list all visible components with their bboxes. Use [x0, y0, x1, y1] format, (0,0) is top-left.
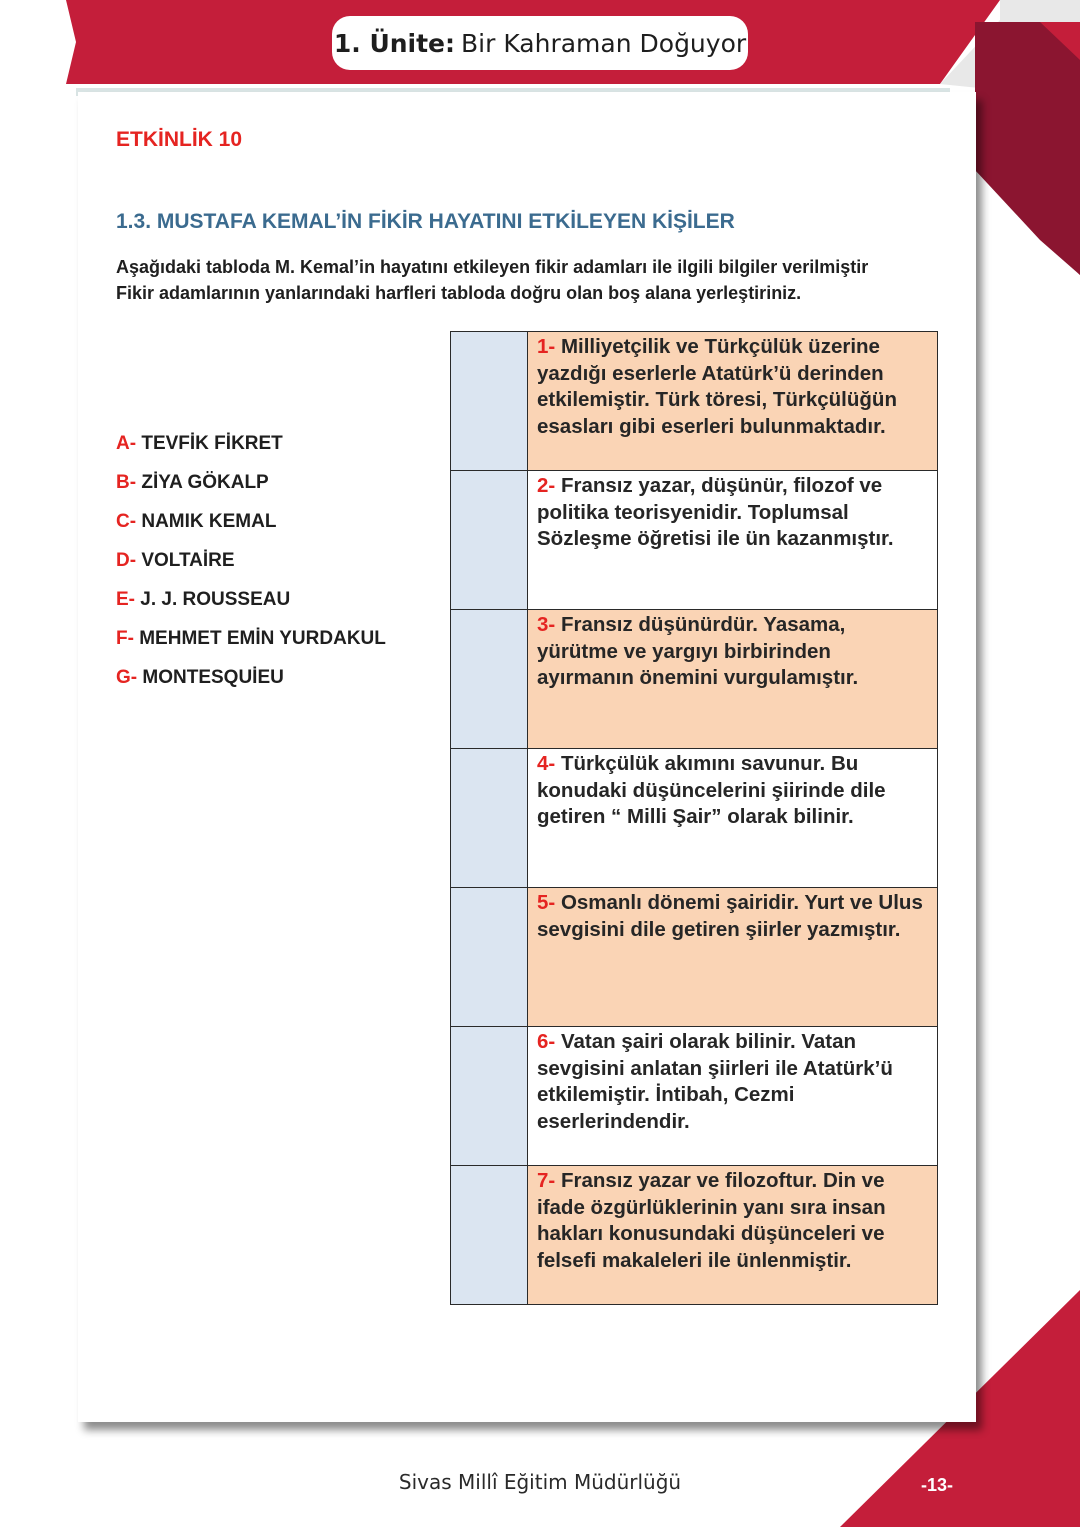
person-item	[116, 511, 386, 550]
description-cell	[528, 610, 938, 749]
answer-cell[interactable]	[451, 1166, 528, 1305]
description-text: Vatan şairi olarak bilinir. Vatan sevgisini anlatan şiirleri ile Atatürk’ü etkilemiştir. İntibah, Cezmi eserlerindendir.	[537, 1030, 893, 1134]
person-name: MONTESQUİEU	[142, 667, 284, 688]
person-letter: D-	[116, 550, 137, 571]
person-item	[116, 628, 386, 667]
description-cell	[528, 1027, 938, 1166]
description-text: Fransız yazar, düşünür, filozof ve politika teorisyenidir. Toplumsal Sözleşme öğretisi ile ün kazanmıştır.	[537, 474, 894, 551]
person-letter: E-	[116, 589, 135, 610]
people-list	[116, 433, 386, 706]
table-row	[451, 332, 938, 471]
table-row	[451, 749, 938, 888]
answer-cell[interactable]	[451, 471, 528, 610]
person-name: NAMIK KEMAL	[141, 511, 277, 532]
description-number: 6-	[537, 1030, 556, 1053]
person-item	[116, 667, 386, 706]
footer-publisher: Sivas Millî Eğitim Müdürlüğü	[398, 1470, 682, 1494]
person-item	[116, 589, 386, 628]
description-cell	[528, 1166, 938, 1305]
person-name: TEVFİK FİKRET	[141, 433, 283, 454]
description-number: 7-	[537, 1169, 556, 1192]
instructions-line-1: Aşağıdaki tabloda M. Kemal’in hayatını etkileyen fikir adamları ile ilgili bilgiler verilmiştir	[116, 257, 869, 277]
answer-cell[interactable]	[451, 1027, 528, 1166]
answer-cell[interactable]	[451, 888, 528, 1027]
table-row	[451, 1166, 938, 1305]
section-title: 1.3. MUSTAFA KEMAL’İN FİKİR HAYATINI ETKİLEYEN KİŞİLER	[116, 210, 735, 233]
person-name: J. J. ROUSSEAU	[140, 589, 291, 610]
table-row	[451, 471, 938, 610]
answer-cell[interactable]	[451, 749, 528, 888]
table-row	[451, 888, 938, 1027]
description-number: 2-	[537, 474, 556, 497]
description-text: Türkçülük akımını savunur. Bu konudaki düşüncelerini şiirinde dile getiren “ Milli Şair” olarak bilinir.	[537, 752, 886, 829]
description-number: 1-	[537, 335, 556, 358]
description-text: Osmanlı dönemi şairidir. Yurt ve Ulus sevgisini dile getiren şiirler yazmıştır.	[537, 891, 923, 941]
table-row	[451, 610, 938, 749]
person-letter: G-	[116, 667, 138, 688]
matching-table	[450, 331, 938, 1305]
description-text: Fransız yazar ve filozoftur. Din ve ifade özgürlüklerinin yanı sıra insan hakları konusundaki düşünceleri ve felsefi makaleleri ile ünlenmiştir.	[537, 1169, 886, 1273]
description-number: 4-	[537, 752, 556, 775]
person-letter: A-	[116, 433, 137, 454]
description-number: 5-	[537, 891, 556, 914]
person-name: ZİYA GÖKALP	[141, 472, 269, 493]
description-cell	[528, 888, 938, 1027]
description-cell	[528, 749, 938, 888]
person-letter: B-	[116, 472, 137, 493]
instructions	[116, 254, 956, 306]
description-cell	[528, 471, 938, 610]
unit-title: Bir Kahraman Doğuyor	[461, 28, 747, 58]
description-cell	[528, 332, 938, 471]
person-letter: C-	[116, 511, 137, 532]
person-name: MEHMET EMİN YURDAKUL	[139, 628, 386, 649]
person-item	[116, 433, 386, 472]
table-row	[451, 1027, 938, 1166]
person-item	[116, 472, 386, 511]
person-name: VOLTAİRE	[141, 550, 235, 571]
activity-label: ETKİNLİK 10	[116, 128, 243, 151]
description-text: Fransız düşünürdür. Yasama, yürütme ve yargıyı birbirinden ayırmanın önemini vurgulamıştır.	[537, 613, 859, 690]
description-number: 3-	[537, 613, 556, 636]
person-letter: F-	[116, 628, 134, 649]
description-text: Milliyetçilik ve Türkçülük üzerine yazdığı eserlerle Atatürk’ü derinden etkilemiştir. Türk töresi, Türkçülüğün esasları gibi eserleri bulunmaktadır.	[537, 335, 897, 439]
page-number: -13-	[920, 1475, 953, 1495]
instructions-line-2: Fikir adamlarının yanlarındaki harfleri tabloda doğru olan boş alana yerleştiriniz.	[116, 283, 802, 303]
unit-number: 1. Ünite:	[333, 28, 456, 58]
corner-ribbon-top-dark	[975, 22, 1080, 275]
answer-cell[interactable]	[451, 610, 528, 749]
unit-header-pill	[332, 16, 748, 70]
answer-cell[interactable]	[451, 332, 528, 471]
person-item	[116, 550, 386, 589]
